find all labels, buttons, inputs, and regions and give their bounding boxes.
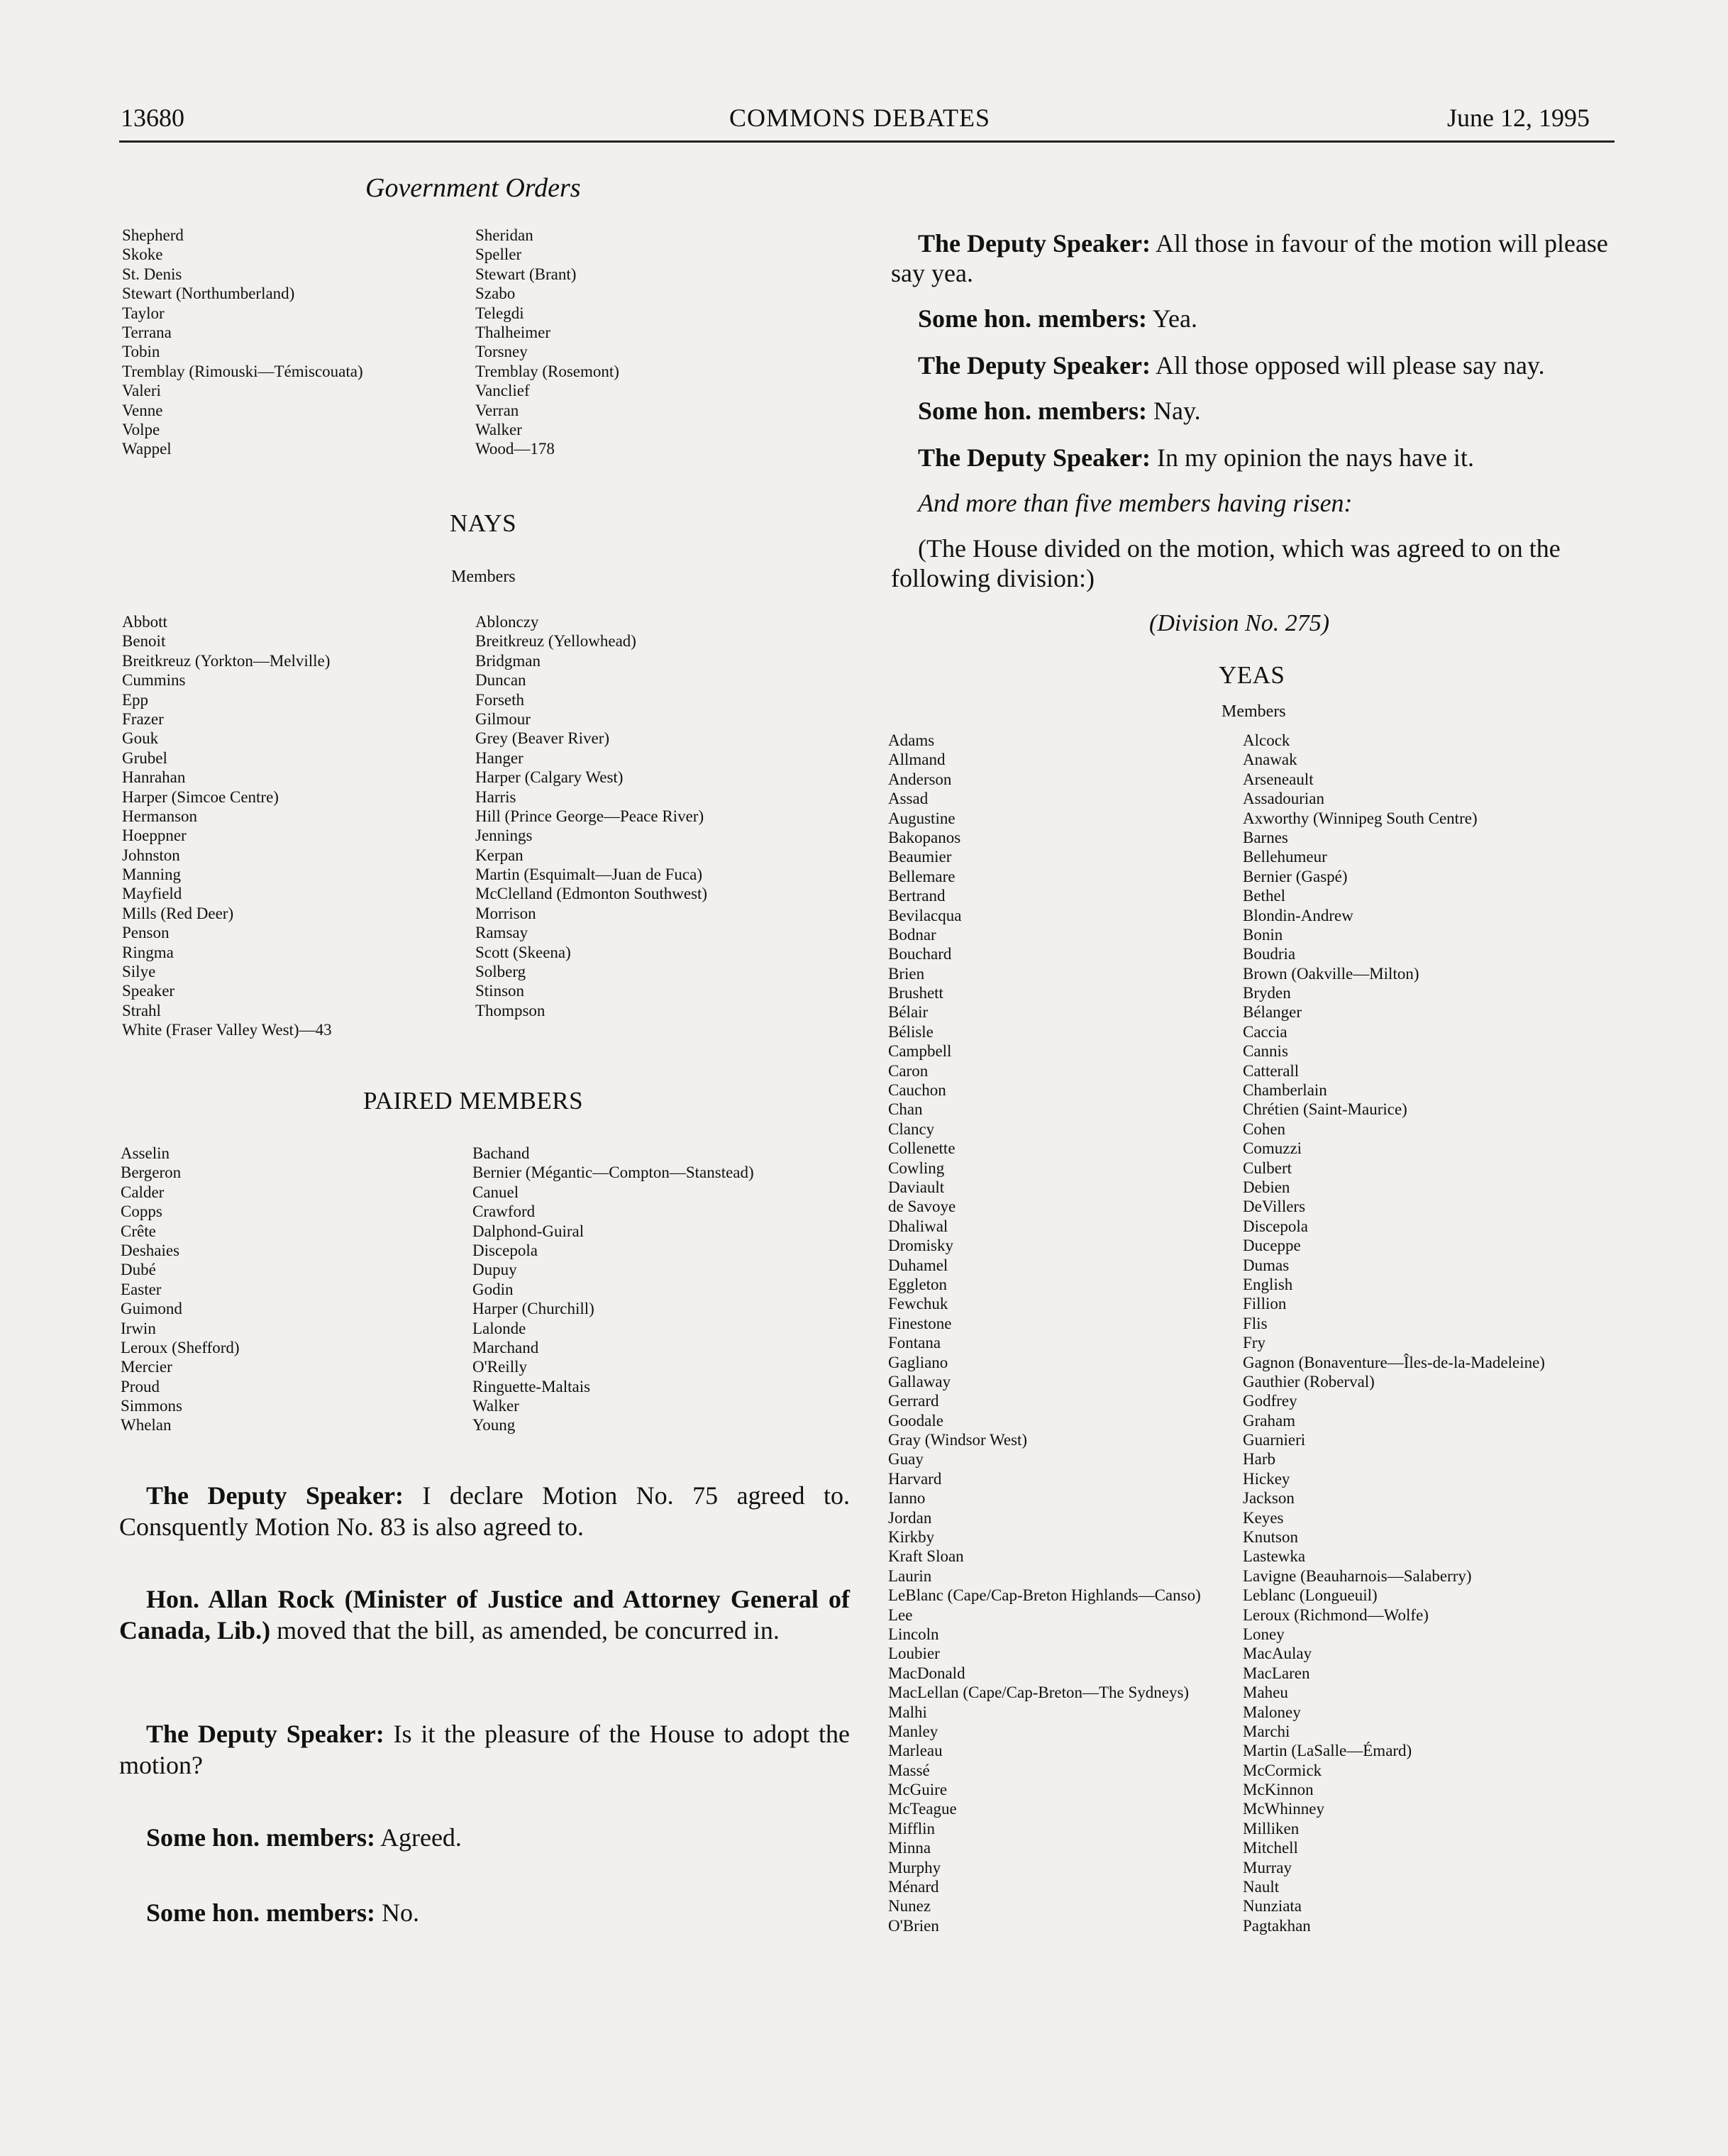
member-name: Bellemare [888, 867, 956, 885]
member-name: Jennings [475, 827, 533, 845]
member-name: Harper (Churchill) [472, 1300, 594, 1318]
member-name: Leroux (Shefford) [121, 1338, 240, 1356]
member-name: Catterall [1243, 1061, 1300, 1080]
member-name: Goodale [888, 1411, 943, 1430]
member-name: Thompson [475, 1001, 545, 1019]
member-name: Canuel [472, 1183, 519, 1201]
members-risen-note: And more than five members having risen: [918, 489, 1353, 517]
member-name: Leroux (Richmond—Wolfe) [1243, 1605, 1429, 1624]
member-name: Boudria [1243, 945, 1296, 963]
member-name: Abbott [122, 613, 167, 631]
member-name: McCormick [1243, 1761, 1322, 1779]
member-name: Godin [472, 1280, 514, 1298]
member-name: Cohen [1243, 1120, 1286, 1138]
right-paragraph [891, 396, 1622, 426]
right-paragraph [891, 443, 1622, 472]
member-name: Thalheimer [475, 323, 551, 341]
member-name: Keyes [1243, 1508, 1284, 1527]
speech-text: In my opinion the nays have it. [1151, 443, 1474, 472]
right-paragraph [891, 304, 1622, 333]
member-name: Stinson [475, 982, 525, 1000]
member-name: St. Denis [122, 265, 182, 283]
member-name: Maloney [1243, 1703, 1301, 1721]
member-name: Vanclief [475, 382, 530, 400]
member-name: Stewart (Northumberland) [122, 284, 295, 303]
member-name: Johnston [122, 846, 180, 864]
member-name: Dromisky [888, 1237, 953, 1255]
member-name: Dhaliwal [888, 1217, 948, 1235]
yeas-continued-col1 [122, 226, 363, 459]
member-name: Duceppe [1243, 1237, 1301, 1255]
member-name: Marchand [472, 1338, 539, 1356]
member-name: Bertrand [888, 887, 946, 905]
member-name: MacLaren [1243, 1664, 1310, 1682]
member-name: Massé [888, 1761, 930, 1779]
member-name: Debien [1243, 1178, 1290, 1196]
member-name: Duncan [475, 671, 526, 690]
member-name: Easter [121, 1280, 162, 1298]
member-name: Skoke [122, 245, 163, 264]
member-name: Proud [121, 1377, 160, 1395]
member-name: Lalonde [472, 1319, 526, 1337]
house-divided-note: (The House divided on the motion, which was agreed to on the following division:) [891, 534, 1561, 592]
member-name: Jackson [1243, 1489, 1295, 1508]
member-name: Copps [121, 1203, 162, 1221]
member-name: Clancy [888, 1120, 935, 1138]
speech-text: All those in favour of the motion will please say yea. [891, 229, 1608, 287]
member-name: Speller [475, 245, 522, 264]
member-name: Strahl [122, 1001, 161, 1019]
member-name: Gilmour [475, 709, 531, 728]
yeas-continued-col2 [475, 226, 619, 459]
speech-text: Is it the pleasure of the House to adopt the motion? [119, 1720, 850, 1779]
speech-text: Agreed. [375, 1823, 462, 1852]
member-name: Verran [475, 401, 519, 419]
member-name: O'Brien [888, 1916, 939, 1935]
member-name: Milliken [1243, 1819, 1300, 1837]
member-name: Manning [122, 866, 182, 884]
member-name: Dupuy [472, 1261, 517, 1279]
member-name: Kraft Sloan [888, 1547, 964, 1566]
member-name: Crête [121, 1222, 156, 1240]
member-name: Forseth [475, 690, 524, 709]
member-name: Hanger [475, 748, 524, 767]
member-name: Irwin [121, 1319, 156, 1337]
member-name: Bélisle [888, 1022, 934, 1041]
member-name: Hill (Prince George—Peace River) [475, 807, 704, 825]
member-name: Ramsay [475, 924, 528, 942]
member-name: Murray [1243, 1858, 1292, 1876]
member-name: Asselin [121, 1144, 170, 1162]
member-name: Walker [475, 420, 522, 438]
member-name: McGuire [888, 1781, 948, 1799]
nays-col2 [475, 612, 707, 1020]
member-name: Tremblay (Rosemont) [475, 362, 619, 380]
member-name: Bethel [1243, 887, 1286, 905]
member-name: DeVillers [1243, 1198, 1306, 1216]
speaker-label: Some hon. members: [918, 397, 1147, 425]
member-name: Augustine [888, 809, 956, 827]
member-name: Harris [475, 787, 516, 806]
member-name: Daviault [888, 1178, 945, 1196]
speaker-label: Some hon. members: [146, 1898, 375, 1927]
member-name: Sheridan [475, 226, 533, 244]
member-name: Deshaies [121, 1241, 180, 1259]
member-name: Anawak [1243, 751, 1297, 769]
member-name: Bélanger [1243, 1003, 1302, 1022]
speaker-label: Hon. Allan Rock (Minister of Justice and Attorney General of Canada, Lib.) [119, 1585, 850, 1644]
speech-text: I declare Motion No. 75 agreed to. Consquently Motion No. 83 is also agreed to. [119, 1481, 850, 1541]
member-name: Frazer [122, 709, 164, 728]
member-name: Gagliano [888, 1353, 948, 1371]
member-name: Breitkreuz (Yorkton—Melville) [122, 651, 331, 670]
speaker-label: The Deputy Speaker: [146, 1481, 404, 1510]
member-name: Harb [1243, 1450, 1275, 1469]
member-name: Beaumier [888, 848, 952, 866]
member-name: Silye [122, 963, 156, 981]
member-name: Ianno [888, 1489, 926, 1508]
speech-text: All those opposed will please say nay. [1151, 351, 1545, 380]
member-name: Gauthier (Roberval) [1243, 1372, 1375, 1391]
member-name: Guay [888, 1450, 924, 1469]
member-name: Young [472, 1416, 516, 1434]
member-name: Lavigne (Beauharnois—Salaberry) [1243, 1566, 1472, 1585]
member-name: O'Reilly [472, 1358, 527, 1376]
member-name: Discepola [1243, 1217, 1308, 1235]
member-name: English [1243, 1275, 1293, 1293]
member-name: Jordan [888, 1508, 932, 1527]
member-name: Bernier (Gaspé) [1243, 867, 1348, 885]
member-name: Ménard [888, 1878, 939, 1896]
paired-col2 [472, 1144, 754, 1435]
speech-text: moved that the bill, as amended, be concurred in. [270, 1616, 780, 1644]
member-name: Bergeron [121, 1163, 182, 1182]
member-name: Benoit [122, 632, 166, 651]
member-name: Ablonczy [475, 613, 539, 631]
member-name: Nunziata [1243, 1897, 1302, 1915]
member-name: Graham [1243, 1411, 1296, 1430]
member-name: Fillion [1243, 1295, 1287, 1313]
member-name: Bélair [888, 1003, 929, 1022]
member-name: Ringuette-Maltais [472, 1377, 591, 1395]
right-paragraph [891, 228, 1622, 288]
member-name: Martin (LaSalle—Émard) [1243, 1742, 1412, 1760]
member-name: Nault [1243, 1878, 1280, 1896]
member-name: Bodnar [888, 925, 936, 944]
member-name: Chan [888, 1100, 923, 1119]
member-name: Valeri [122, 382, 161, 400]
yeas-col1 [888, 731, 1201, 1935]
member-name: Solberg [475, 963, 526, 981]
member-name: Caron [888, 1061, 929, 1080]
member-name: Arseneault [1243, 770, 1314, 788]
member-name: Venne [122, 401, 163, 419]
member-name: Brushett [888, 984, 943, 1002]
member-name: MacAulay [1243, 1644, 1312, 1663]
left-paragraph [119, 1718, 850, 1781]
member-name: Hoeppner [122, 827, 187, 845]
member-name: Volpe [122, 420, 160, 438]
member-name: White (Fraser Valley West)—43 [122, 1021, 332, 1039]
member-name: MacLellan (Cape/Cap-Breton—The Sydneys) [888, 1684, 1190, 1702]
member-name: Nunez [888, 1897, 931, 1915]
member-name: Telegdi [475, 304, 524, 322]
member-name: Godfrey [1243, 1392, 1297, 1410]
member-name: Assad [888, 790, 929, 808]
member-name: Collenette [888, 1139, 956, 1158]
member-name: Taylor [122, 304, 165, 322]
member-name: Leblanc (Longueuil) [1243, 1586, 1378, 1605]
member-name: Hickey [1243, 1469, 1290, 1488]
member-name: Shepherd [122, 226, 184, 244]
member-name: Gallaway [888, 1372, 951, 1391]
member-name: McClelland (Edmonton Southwest) [475, 885, 708, 903]
division-number: (Division No. 275) [1149, 610, 1330, 636]
member-name: Kerpan [475, 846, 524, 864]
member-name: Guarnieri [1243, 1431, 1306, 1449]
speech-text: No. [375, 1898, 419, 1927]
member-name: Bakopanos [888, 828, 961, 846]
member-name: LeBlanc (Cape/Cap-Breton Highlands—Canso) [888, 1586, 1201, 1605]
member-name: Murphy [888, 1858, 941, 1876]
member-name: Brown (Oakville—Milton) [1243, 964, 1419, 983]
member-name: Szabo [475, 284, 516, 303]
member-name: Chrétien (Saint-Maurice) [1243, 1100, 1407, 1119]
member-name: Harvard [888, 1469, 942, 1488]
member-name: Discepola [472, 1241, 538, 1259]
member-name: Epp [122, 690, 149, 709]
member-name: Harper (Calgary West) [475, 768, 624, 787]
member-name: Guimond [121, 1300, 182, 1318]
member-name: Bernier (Mégantic—Compton—Stanstead) [472, 1163, 754, 1182]
member-name: Bonin [1243, 925, 1283, 944]
member-name: Malhi [888, 1703, 927, 1721]
member-name: Whelan [121, 1416, 172, 1434]
member-name: Fry [1243, 1334, 1265, 1352]
member-name: Gagnon (Bonaventure—Îles-de-la-Madeleine) [1243, 1353, 1545, 1371]
member-name: Chamberlain [1243, 1081, 1327, 1100]
member-name: Lincoln [888, 1625, 939, 1643]
speaker-label: The Deputy Speaker: [918, 229, 1151, 258]
member-name: Wood—178 [475, 440, 555, 458]
member-name: Marchi [1243, 1722, 1290, 1740]
member-name: Caccia [1243, 1022, 1287, 1041]
member-name: Bachand [472, 1144, 530, 1162]
page-number: 13680 [121, 104, 184, 132]
speaker-label: Some hon. members: [918, 304, 1147, 333]
member-name: Mifflin [888, 1819, 936, 1837]
member-name: Brien [888, 964, 925, 983]
member-name: Axworthy (Winnipeg South Centre) [1243, 809, 1478, 827]
left-paragraph [119, 1897, 850, 1928]
member-name: Blondin-Andrew [1243, 906, 1353, 924]
member-name: de Savoye [888, 1198, 956, 1216]
member-name: Terrana [122, 323, 172, 341]
yeas-subheading: Members [1222, 702, 1286, 721]
member-name: Bridgman [475, 651, 541, 670]
member-name: Laurin [888, 1566, 932, 1585]
member-name: Knutson [1243, 1528, 1298, 1547]
member-name: Marleau [888, 1742, 943, 1760]
member-name: McTeague [888, 1800, 957, 1818]
nays-subheading: Members [451, 568, 516, 586]
member-name: Fewchuk [888, 1295, 948, 1313]
publication-date: June 12, 1995 [1447, 104, 1590, 132]
member-name: Walker [472, 1397, 519, 1415]
member-name: Grey (Beaver River) [475, 729, 610, 748]
nays-heading: NAYS [450, 509, 517, 537]
speech-text: Nay. [1146, 397, 1201, 425]
member-name: Penson [122, 924, 170, 942]
member-name: Pagtakhan [1243, 1916, 1311, 1935]
speaker-label: The Deputy Speaker: [918, 351, 1151, 380]
member-name: MacDonald [888, 1664, 965, 1682]
member-name: Cauchon [888, 1081, 946, 1100]
paired-col1 [121, 1144, 240, 1435]
member-name: Mercier [121, 1358, 172, 1376]
member-name: Gray (Windsor West) [888, 1431, 1028, 1449]
header-rule [119, 140, 1615, 143]
member-name: Minna [888, 1839, 931, 1857]
member-name: Lee [888, 1605, 913, 1624]
member-name: Hanrahan [122, 768, 186, 787]
member-name: McKinnon [1243, 1781, 1314, 1799]
paired-heading: PAIRED MEMBERS [363, 1087, 584, 1115]
member-name: Allmand [888, 751, 946, 769]
member-name: McWhinney [1243, 1800, 1324, 1818]
member-name: Loney [1243, 1625, 1285, 1643]
member-name: Torsney [475, 343, 528, 361]
member-name: Cannis [1243, 1042, 1288, 1061]
member-name: Gouk [122, 729, 159, 748]
member-name: Scott (Skeena) [475, 943, 571, 961]
speaker-label: Some hon. members: [146, 1823, 375, 1852]
member-name: Simmons [121, 1397, 182, 1415]
member-name: Morrison [475, 904, 536, 922]
member-name: Bouchard [888, 945, 952, 963]
member-name: Cowling [888, 1159, 945, 1177]
left-paragraph [119, 1583, 850, 1646]
member-name: Martin (Esquimalt—Juan de Fuca) [475, 866, 703, 884]
member-name: Eggleton [888, 1275, 948, 1293]
left-paragraph [119, 1480, 850, 1542]
member-name: Assadourian [1243, 790, 1324, 808]
member-name: Ringma [122, 943, 174, 961]
yeas-heading: YEAS [1219, 661, 1285, 689]
member-name: Dalphond-Guiral [472, 1222, 585, 1240]
member-name: Hermanson [122, 807, 198, 825]
member-name: Calder [121, 1183, 165, 1201]
member-name: Finestone [888, 1314, 952, 1332]
member-name: Lastewka [1243, 1547, 1306, 1566]
member-name: Cummins [122, 671, 186, 690]
member-name: Mitchell [1243, 1839, 1298, 1857]
member-name: Dubé [121, 1261, 156, 1279]
speech-text: Yea. [1146, 304, 1197, 333]
member-name: Comuzzi [1243, 1139, 1302, 1158]
publication-title: COMMONS DEBATES [729, 104, 991, 132]
member-name: Mills (Red Deer) [122, 904, 234, 922]
member-name: Tobin [122, 343, 160, 361]
member-name: Dumas [1243, 1256, 1290, 1274]
member-name: Tremblay (Rimouski—Témiscouata) [122, 362, 363, 380]
member-name: Harper (Simcoe Centre) [122, 787, 279, 806]
speaker-label: The Deputy Speaker: [146, 1720, 384, 1748]
member-name: Adams [888, 731, 935, 749]
member-name: Manley [888, 1722, 938, 1740]
member-name: Culbert [1243, 1159, 1292, 1177]
member-name: Kirkby [888, 1528, 935, 1547]
member-name: Wappel [122, 440, 172, 458]
member-name: Flis [1243, 1314, 1268, 1332]
member-name: Crawford [472, 1203, 536, 1221]
member-name: Campbell [888, 1042, 952, 1061]
member-name: Fontana [888, 1334, 941, 1352]
left-paragraph [119, 1822, 850, 1853]
member-name: Maheu [1243, 1684, 1288, 1702]
member-name: Mayfield [122, 885, 182, 903]
member-name: Stewart (Brant) [475, 265, 577, 283]
nays-col1 [122, 612, 332, 1040]
member-name: Bevilacqua [888, 906, 962, 924]
speaker-label: The Deputy Speaker: [918, 443, 1151, 472]
member-name: Loubier [888, 1644, 940, 1663]
member-name: Speaker [122, 982, 175, 1000]
right-paragraph [891, 350, 1622, 380]
member-name: Breitkreuz (Yellowhead) [475, 632, 636, 651]
member-name: Alcock [1243, 731, 1290, 749]
section-title: Government Orders [365, 173, 581, 203]
member-name: Barnes [1243, 828, 1288, 846]
member-name: Grubel [122, 748, 167, 767]
member-name: Bellehumeur [1243, 848, 1327, 866]
member-name: Duhamel [888, 1256, 948, 1274]
yeas-col2 [1243, 731, 1545, 1935]
member-name: Gerrard [888, 1392, 939, 1410]
member-name: Bryden [1243, 984, 1291, 1002]
member-name: Anderson [888, 770, 952, 788]
